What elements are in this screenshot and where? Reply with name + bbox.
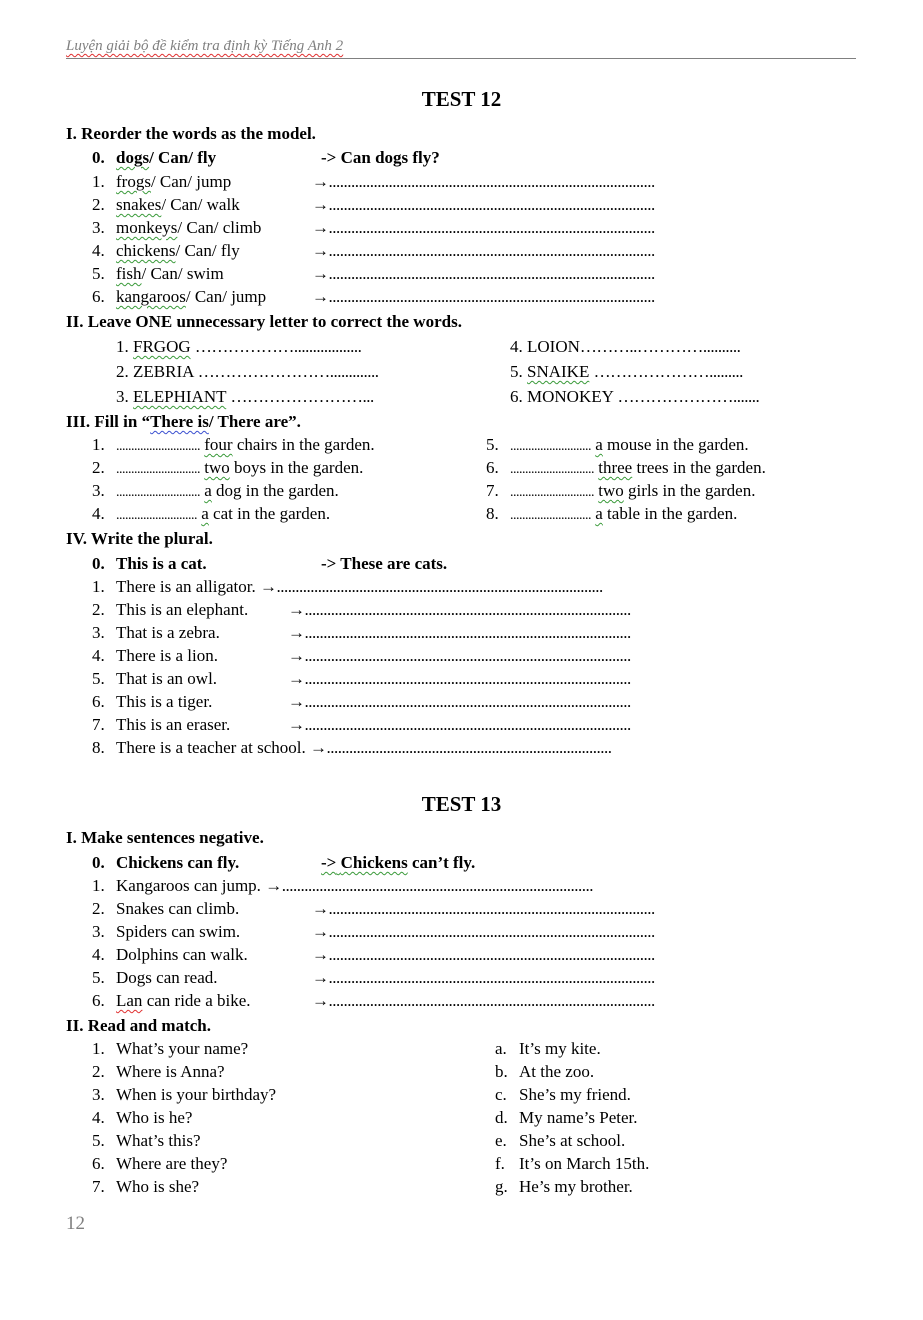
answer-blank[interactable]: ............................ (116, 485, 200, 500)
answer-blank[interactable]: →....................................................................................... (288, 623, 631, 642)
negative-item: 5. Dogs can read. →....................................................................................... (92, 968, 655, 987)
answer-blank[interactable]: →....................................................................................... (312, 264, 655, 283)
plural-item: 4. There is a lion. →....................................................................................... (92, 646, 631, 665)
t13-sec1-heading: I. Make sentences negative. (66, 828, 264, 847)
answer-blank[interactable]: ……………….................. (194, 337, 362, 356)
negative-item: 1. Kangaroos can jump. →................................................................................... (92, 876, 593, 895)
answer-blank[interactable]: →....................................................................................... (312, 945, 655, 964)
word-item: 1. FRGOG ……………….................. (116, 337, 362, 356)
answer-blank[interactable]: ............................ (510, 485, 594, 500)
answer-blank[interactable]: →....................................................................................... (312, 922, 655, 941)
plural-item: 8. There is a teacher at school. →............................................................................ (92, 738, 612, 757)
plural-item: 1. There is an alligator. →....................................................................................... (92, 577, 603, 596)
misspelled-word: MONOKEY (527, 387, 614, 406)
answer-blank[interactable]: →....................................................................................... (312, 172, 655, 191)
fill-item: 7. ............................ two girls in the garden. (486, 481, 756, 500)
example-answer: -> Chickens can’t fly. (321, 853, 476, 872)
header-rule (66, 58, 856, 59)
answer-blank[interactable]: →....................................................................................... (312, 287, 655, 306)
fill-item: 3. ............................ a dog in the garden. (92, 481, 339, 500)
t12-sec4-example: 0. This is a cat. -> These are cats. (92, 554, 448, 573)
t12-sec3-heading: III. Fill in “There is/ There are”. (66, 412, 301, 431)
plural-item: 2. This is an elephant. →....................................................................................... (92, 600, 631, 619)
fill-item: 4. ........................... a cat in the garden. (92, 504, 331, 523)
t12-sec2-heading: II. Leave ONE unnecessary letter to correct the words. (66, 312, 462, 331)
example-answer: -> These are cats. (321, 554, 448, 573)
t12-sec4-heading: IV. Write the plural. (66, 529, 213, 548)
fill-item: 2. ............................ two boys in the garden. (92, 458, 364, 477)
answer-blank[interactable]: ............................ (116, 462, 200, 477)
word-item: 6. MONOKEY …………………....... (510, 387, 760, 406)
answer-blank[interactable]: →....................................................................................... (288, 646, 631, 665)
fill-item: 5. ........................... a mouse in the garden. (486, 435, 749, 454)
word-item: 3. ELEPHIANT ……………………... (116, 387, 374, 406)
answer-blank[interactable]: →....................................................................................... (288, 715, 631, 734)
answer-blank[interactable]: ............................ (116, 439, 200, 454)
example-answer: -> Can dogs fly? (321, 148, 440, 167)
answer-blank[interactable]: ........................... (510, 508, 591, 523)
match-answer: g. He’s my brother. (495, 1177, 633, 1196)
fill-item: 6. ............................ three trees in the garden. (486, 458, 766, 477)
word-item: 5. SNAIKE …………………......... (510, 362, 743, 381)
reorder-item: 2. snakes/ Can/ walk →....................................................................................... (92, 195, 655, 214)
match-answer: a. It’s my kite. (495, 1039, 601, 1058)
fill-item: 1. ............................ four chairs in the garden. (92, 435, 375, 454)
match-answer: e. She’s at school. (495, 1131, 626, 1150)
answer-blank[interactable]: ……………………... (230, 387, 374, 406)
plural-item: 5. That is an owl. →....................................................................................... (92, 669, 631, 688)
plural-item: 3. That is a zebra. →....................................................................................... (92, 623, 631, 642)
reorder-item: 3. monkeys/ Can/ climb →....................................................................................... (92, 218, 655, 237)
test-12-title: TEST 12 (421, 87, 502, 111)
answer-blank[interactable]: →....................................................................................... (288, 692, 631, 711)
page-number: 12 (66, 1213, 85, 1234)
answer-blank[interactable]: →....................................................................................... (288, 600, 631, 619)
word-item: 4. LOION………..………….......... (510, 337, 741, 356)
match-question: 4. Who is he? (92, 1108, 193, 1127)
answer-blank[interactable]: …………………....... (617, 387, 760, 406)
fill-item: 8. ........................... a table in the garden. (486, 504, 738, 523)
match-question: 3. When is your birthday? (92, 1085, 277, 1104)
misspelled-word: FRGOG (133, 337, 191, 356)
misspelled-word: ELEPHIANT (133, 387, 227, 406)
reorder-item: 5. fish/ Can/ swim →....................................................................................... (92, 264, 655, 283)
answer-blank[interactable]: →....................................................................................... (259, 577, 603, 596)
answer-blank[interactable]: ............................ (510, 462, 594, 477)
reorder-item: 4. chickens/ Can/ fly →....................................................................................... (92, 241, 655, 260)
answer-blank[interactable]: ……………………............. (197, 362, 379, 381)
answer-blank[interactable]: →....................................................................................... (312, 241, 655, 260)
t13-sec2-heading: II. Read and match. (66, 1016, 211, 1035)
answer-blank[interactable]: ………..………….......... (579, 337, 741, 356)
plural-item: 7. This is an eraser. →....................................................................................... (92, 715, 631, 734)
match-question: 2. Where is Anna? (92, 1062, 225, 1081)
reorder-item: 6. kangaroos/ Can/ jump →....................................................................................... (92, 287, 655, 306)
running-header: Luyện giải bộ đề kiểm tra định kỳ Tiếng Anh 2 (66, 38, 344, 54)
answer-blank[interactable]: →................................................................................... (265, 876, 593, 895)
t12-sec1-example: 0. dogs/ Can/ fly -> Can dogs fly? (92, 148, 440, 167)
t13-sec1-example: 0. Chickens can fly. -> Chickens can’t fly. (92, 853, 476, 872)
misspelled-word: LOION (527, 337, 580, 356)
match-answer: b. At the zoo. (495, 1062, 595, 1081)
negative-item: 3. Spiders can swim. →....................................................................................... (92, 922, 655, 941)
answer-blank[interactable]: →....................................................................................... (312, 968, 655, 987)
answer-blank[interactable]: →....................................................................................... (312, 991, 655, 1010)
match-question: 5. What’s this? (92, 1131, 201, 1150)
answer-blank[interactable]: →....................................................................................... (312, 195, 655, 214)
match-answer: f. It’s on March 15th. (495, 1154, 650, 1173)
match-question: 1. What’s your name? (92, 1039, 249, 1058)
answer-blank[interactable]: →....................................................................................... (288, 669, 631, 688)
t12-sec1-heading: I. Reorder the words as the model. (66, 124, 316, 143)
answer-blank[interactable]: →............................................................................ (310, 738, 612, 757)
plural-item: 6. This is a tiger. →....................................................................................... (92, 692, 631, 711)
match-question: 7. Who is she? (92, 1177, 200, 1196)
answer-blank[interactable]: …………………......... (593, 362, 743, 381)
misspelled-word: SNAIKE (527, 362, 590, 381)
negative-item: 6. Lan can ride a bike. →....................................................................................... (92, 991, 655, 1010)
answer-blank[interactable]: ........................... (116, 508, 197, 523)
match-answer: c. She’s my friend. (495, 1085, 631, 1104)
answer-blank[interactable]: ........................... (510, 439, 591, 454)
word-item: 2. ZEBRIA ……………………............. (116, 362, 379, 381)
negative-item: 4. Dolphins can walk. →....................................................................................... (92, 945, 655, 964)
reorder-item: 1. frogs/ Can/ jump →....................................................................................... (92, 172, 655, 191)
answer-blank[interactable]: →....................................................................................... (312, 218, 655, 237)
answer-blank[interactable]: →....................................................................................... (312, 899, 655, 918)
misspelled-word: ZEBRIA (133, 362, 194, 381)
match-answer: d. My name’s Peter. (495, 1108, 638, 1127)
negative-item: 2. Snakes can climb. →....................................................................................... (92, 899, 655, 918)
test-13-title: TEST 13 (421, 792, 502, 816)
match-question: 6. Where are they? (92, 1154, 228, 1173)
